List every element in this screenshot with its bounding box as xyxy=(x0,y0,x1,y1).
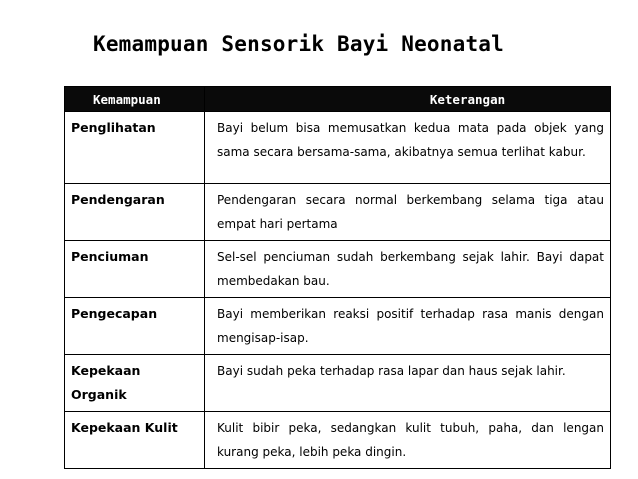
description-cell: Kulit bibir peka, sedangkan kulit tubuh, paha, dan lengan kurang peka, lebih peka dingin. xyxy=(205,412,611,469)
ability-cell: Pengecapan xyxy=(65,298,205,355)
ability-cell: Penglihatan xyxy=(65,112,205,184)
table-row xyxy=(65,112,611,184)
sensory-abilities-table xyxy=(64,86,611,469)
table-body xyxy=(65,112,611,469)
page-title: Kemampuan Sensorik Bayi Neonatal xyxy=(93,32,504,56)
ability-cell: Kepekaan Organik xyxy=(65,355,205,412)
table-row xyxy=(65,184,611,241)
ability-cell: Penciuman xyxy=(65,241,205,298)
description-cell: Pendengaran secara normal berkembang selama tiga atau empat hari pertama xyxy=(205,184,611,241)
table-row xyxy=(65,355,611,412)
description-cell: Bayi memberikan reaksi positif terhadap rasa manis dengan mengisap-isap. xyxy=(205,298,611,355)
table-header xyxy=(65,87,611,112)
table-row xyxy=(65,412,611,469)
table-row xyxy=(65,298,611,355)
ability-cell: Pendengaran xyxy=(65,184,205,241)
header-row xyxy=(65,87,611,112)
description-cell: Bayi sudah peka terhadap rasa lapar dan haus sejak lahir. xyxy=(205,355,611,412)
table-row xyxy=(65,241,611,298)
description-cell: Sel-sel penciuman sudah berkembang sejak lahir. Bayi dapat membedakan bau. xyxy=(205,241,611,298)
ability-cell: Kepekaan Kulit xyxy=(65,412,205,469)
column-header-kemampuan: Kemampuan xyxy=(65,87,205,112)
description-cell: Bayi belum bisa memusatkan kedua mata pada objek yang sama secara bersama-sama, akibatnya semua terlihat kabur. xyxy=(205,112,611,184)
column-header-keterangan: Keterangan xyxy=(205,87,611,112)
